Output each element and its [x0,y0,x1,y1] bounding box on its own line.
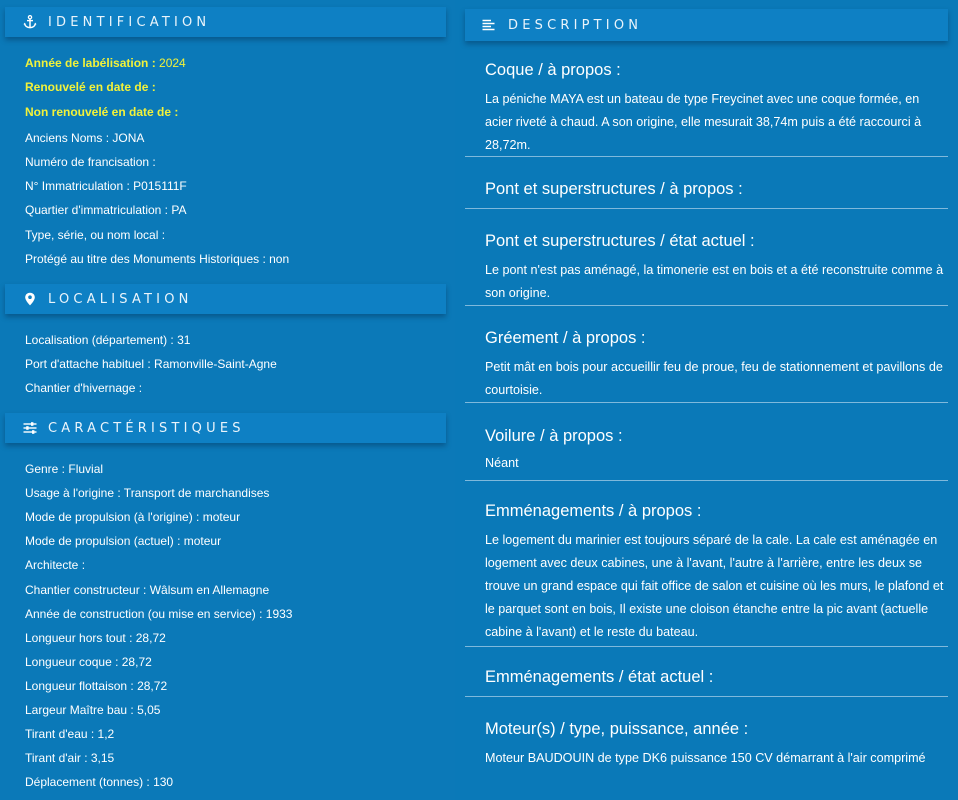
field-propulsion-origine: Mode de propulsion (à l'origine) : moteur [25,510,241,524]
block-pont-etat [485,231,945,305]
field-quartier: Quartier d'immatriculation : PA [25,203,187,217]
block-pont-apropos [485,179,945,199]
field-annee-construction: Année de construction (ou mise en service) : 1933 [25,607,293,621]
field-longueur-hors-tout: Longueur hors tout : 28,72 [25,631,166,645]
field-usage-origine: Usage à l'origine : Transport de marchandises [25,486,270,500]
field-type-serie: Type, série, ou nom local : [25,228,166,242]
block-title: Pont et superstructures / à propos : [485,180,743,198]
localisation-header [5,284,446,314]
block-title: Voilure / à propos : [485,427,623,445]
description-title: DESCRIPTION [508,17,643,33]
field-anciens-noms: Anciens Noms : JONA [25,131,145,145]
block-coque [485,60,945,157]
anchor-icon [22,14,38,30]
block-voilure [485,426,945,475]
separator [465,305,948,306]
field-longueur-flottaison: Longueur flottaison : 28,72 [25,679,168,693]
separator [465,208,948,209]
field-longueur-coque: Longueur coque : 28,72 [25,655,152,669]
block-title: Pont et superstructures / état actuel : [485,232,755,250]
field-renouvele: Renouvelé en date de : [25,80,156,94]
block-emmenagements-etat [485,667,945,687]
field-deplacement: Déplacement (tonnes) : 130 [25,775,174,789]
description-header [465,9,948,41]
block-text: Moteur BAUDOUIN de type DK6 puissance 150 CV démarrant à l'air comprimé [485,751,926,765]
sliders-icon [22,420,38,436]
block-title: Moteur(s) / type, puissance, année : [485,720,749,738]
field-port-attache: Port d'attache habituel : Ramonville-Saint-Agne [25,357,277,371]
field-propulsion-actuel: Mode de propulsion (actuel) : moteur [25,534,222,548]
map-marker-icon [22,291,38,307]
block-text: La péniche MAYA est un bateau de type Freycinet avec une coque formée, en acier riveté à chaud. A son origine, elle mesurait 38,74m puis a été raccourci à 28,72m. [485,92,922,152]
caracteristiques-header [5,413,446,443]
block-greement [485,328,945,402]
field-immatriculation: N° Immatriculation : P015111F [25,179,187,193]
field-chantier-hivernage: Chantier d'hivernage : [25,381,143,395]
block-text: Le logement du marinier est toujours séparé de la cale. La cale est aménagée en logement avec deux cabines, une à l'avant, l'autre à l'arrière, entre les deux se trouve un grand espace qui fait office de salon et cuisine où les murs, le plafond et le parquet sont en bois, Il existe une cloison étanche entre la pic avant (actuelle cabine à l'avant) et le reste du bateau. [485,533,944,639]
field-annee-labelisation: Année de labélisation : 2024 [25,56,186,70]
block-text: Petit mât en bois pour accueillir feu de proue, feu de stationnement et pavillons de courtoisie. [485,360,943,397]
block-title: Coque / à propos : [485,61,621,79]
field-numero-francisation: Numéro de francisation : [25,155,156,169]
caracteristiques-title: CARACTÉRISTIQUES [48,420,245,436]
block-title: Gréement / à propos : [485,329,646,347]
block-emmenagements-apropos [485,501,945,644]
left-column [0,0,455,800]
field-localisation-departement: Localisation (département) : 31 [25,333,191,347]
field-largeur-maitre-bau: Largeur Maître bau : 5,05 [25,703,161,717]
block-text: Le pont n'est pas aménagé, la timonerie est en bois et a été reconstruite comme à son origine. [485,263,944,300]
separator [465,696,948,697]
separator [465,402,948,403]
field-tirant-eau: Tirant d'eau : 1,2 [25,727,115,741]
separator [465,646,948,647]
field-non-renouvele: Non renouvelé en date de : [25,105,179,119]
block-text: Néant [485,456,519,470]
field-genre: Genre : Fluvial [25,462,104,476]
block-moteur [485,719,945,770]
block-title: Emménagements / état actuel : [485,668,714,686]
text-align-left-icon [480,17,496,33]
separator [465,156,948,157]
localisation-title: LOCALISATION [48,291,193,307]
separator [465,480,948,481]
field-monuments-historiques: Protégé au titre des Monuments Historiques : non [25,252,290,266]
identification-header [5,7,446,37]
field-chantier-constructeur: Chantier constructeur : Wâlsum en Allemagne [25,583,270,597]
block-title: Emménagements / à propos : [485,502,702,520]
field-architecte: Architecte : [25,558,86,572]
identification-title: IDENTIFICATION [48,14,211,30]
field-tirant-air: Tirant d'air : 3,15 [25,751,115,765]
